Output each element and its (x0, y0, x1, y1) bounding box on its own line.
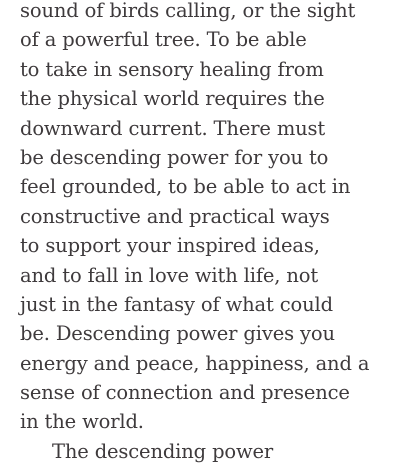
text-line: energy and peace, happiness, and a (20, 351, 370, 375)
text-line: downward current. There must (20, 116, 326, 140)
text-line: the physical world requires the (20, 87, 325, 111)
text-line: to support your inspired ideas, (20, 234, 320, 258)
text-line: be. Descending power gives you (20, 322, 335, 346)
paragraph-start-line: The descending power (52, 439, 274, 463)
text-line: sense of connection and presence (20, 381, 350, 405)
text-line: and to fall in love with life, not (20, 263, 319, 287)
text-line: to take in sensory healing from (20, 57, 324, 81)
text-line: feel grounded, to be able to act in (20, 175, 351, 199)
text-line: just in the fantasy of what could (20, 292, 333, 316)
text-line: constructive and practical ways (20, 204, 330, 228)
text-line: be descending power for you to (20, 145, 329, 169)
document-page (20, 0, 392, 466)
text-line: of a powerful tree. To be able (20, 28, 307, 52)
text-line: in the world. (20, 410, 144, 434)
text-line: sound of birds calling, or the sight (20, 0, 356, 22)
